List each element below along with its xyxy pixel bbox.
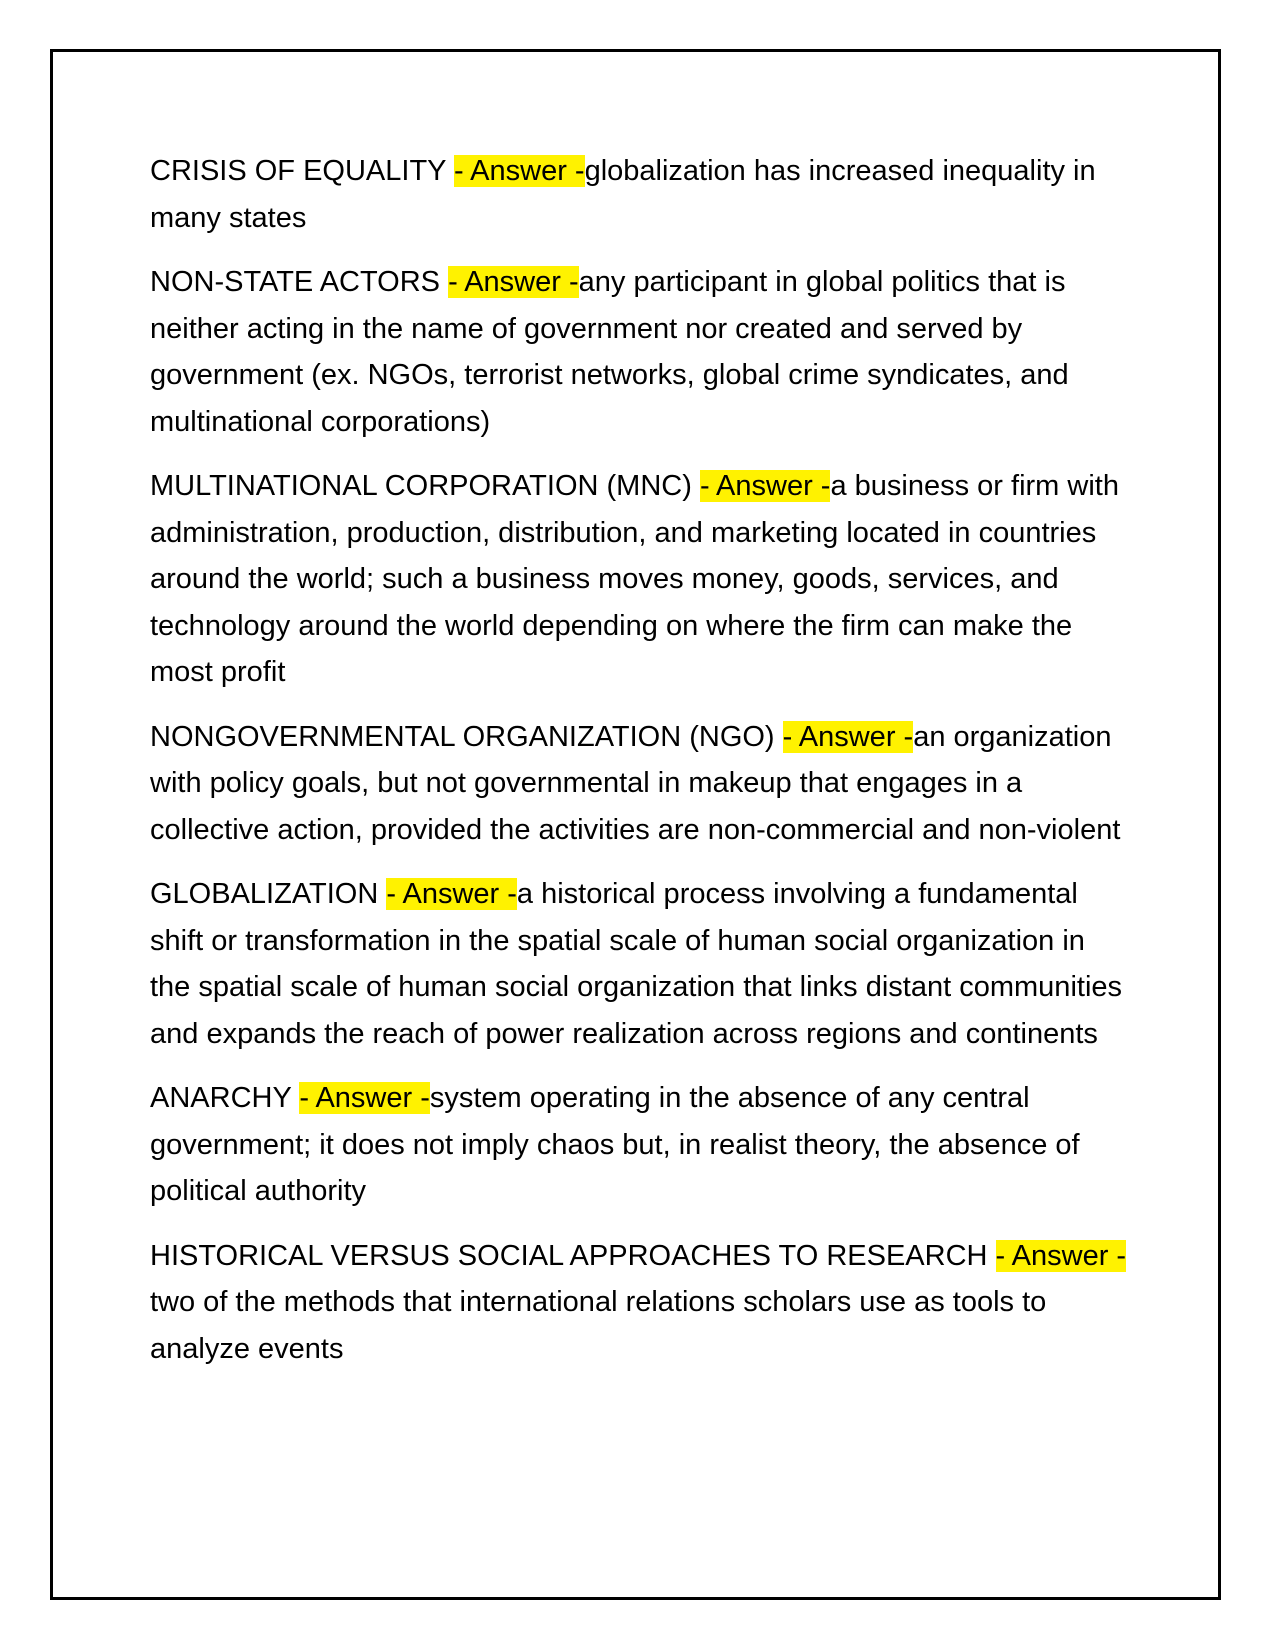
- term: HISTORICAL VERSUS SOCIAL APPROACHES TO RESEARCH: [150, 1239, 988, 1272]
- entry-historical-versus-social-approaches: [150, 1233, 1130, 1373]
- definition: any participant in global politics that is neither acting in the name of government nor created and served by government (ex. NGOs, terrorist networks, global crime syndicates, and multinational corporations): [150, 266, 1069, 438]
- term: NONGOVERNMENTAL ORGANIZATION (NGO): [150, 720, 775, 753]
- definition: two of the methods that international relations scholars use as tools to analyze events: [150, 1286, 1047, 1365]
- definition: an organization with policy goals, but not governmental in makeup that engages in a collective action, provided the activities are non-commercial and non-violent: [150, 720, 1121, 846]
- term: GLOBALIZATION: [150, 878, 379, 910]
- entry-anarchy: [150, 1075, 1130, 1215]
- answer-highlight: - Answer -: [699, 470, 831, 502]
- document-body: [150, 148, 1130, 1390]
- entry-nongovernmental-organization: [150, 714, 1130, 854]
- answer-highlight: - Answer -: [299, 1082, 430, 1114]
- definition: a business or firm with administration, production, distribution, and marketing located in countries around the world; such a business moves money, goods, services, and technology around the world depending on where the firm can make the most profit: [150, 470, 1119, 688]
- definition: globalization has increased inequality in many states: [150, 155, 1096, 234]
- term: NON-STATE ACTORS: [150, 266, 441, 298]
- definition: system operating in the absence of any central government; it does not imply chaos but, in realist theory, the absence of political authority: [150, 1082, 1080, 1207]
- entry-non-state-actors: [150, 259, 1130, 445]
- entry-crisis-of-equality: [150, 148, 1130, 241]
- answer-highlight: - Answer -: [454, 155, 585, 187]
- definition: a historical process involving a fundamental shift or transformation in the spatial scale of human social organization in the spatial scale of human social organization that links distant communities and expands the reach of power realization across regions and continents: [150, 878, 1123, 1050]
- term: MULTINATIONAL CORPORATION (MNC): [150, 470, 692, 502]
- answer-highlight: - Answer -: [782, 720, 914, 753]
- answer-highlight: - Answer -: [995, 1239, 1127, 1272]
- answer-highlight: - Answer -: [386, 878, 517, 910]
- term: CRISIS OF EQUALITY: [150, 155, 446, 187]
- term: ANARCHY: [150, 1082, 292, 1114]
- entry-globalization: [150, 871, 1130, 1057]
- answer-highlight: - Answer -: [448, 266, 579, 298]
- entry-multinational-corporation: [150, 463, 1130, 696]
